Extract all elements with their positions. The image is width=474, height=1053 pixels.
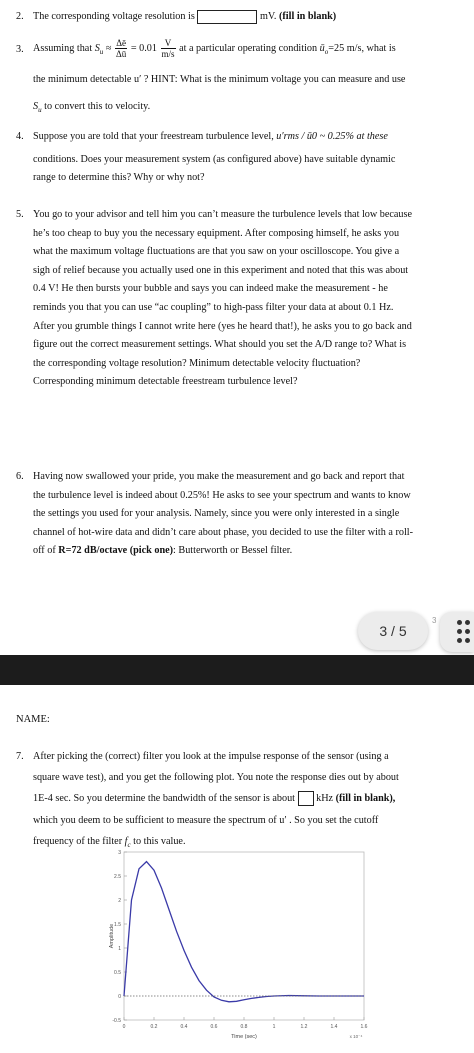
question-text: conditions. Does your measurement system (as configured above) have suitable dynamic [33, 153, 396, 165]
question-3: 3. Assuming that $S_u$ ≈ $\frac{\Delta ē}{\Delta ū}$ = 0.01 $\frac{V}{m/s}$ at a particular operating condition $ū_o=25$ m/s, what is the minimum detectable u′ ? HINT: What is the minimum voltage you can measure and use $S_u$ to convert this to velocity. [16, 36, 446, 119]
x-tick-label: 0.4 [180, 1024, 188, 1030]
question-text: 0.4 V! He then bursts your bubble and says you can indeed make the measurement - he [33, 283, 388, 295]
x-tick-label: 0.8 [240, 1024, 248, 1030]
symbol-fc: f [124, 836, 128, 848]
y-tick-label: 2.5 [114, 874, 121, 880]
question-5 [16, 206, 446, 392]
question-7: 7. After picking the (correct) filter you look at the impulse response of the sensor (using a square wave test), and you get the following plot. You note the response dies out by about 1E-4 sec. So you determine the bandwidth of the sensor is about kHz (fill in blank), which you deem to be sufficient to measure the spectrum of u′ . So you set the cutoff frequency of the filter $f_c$ to this value. [16, 748, 446, 855]
question-number: 7. [16, 751, 24, 762]
question-text: the corresponding voltage resolution? Minimum detectable velocity fluctuation? [33, 357, 361, 369]
question-text: 1E-4 sec. So you determine the bandwidth of the sensor is about [33, 793, 295, 805]
x-tick-label: 1.4 [330, 1024, 338, 1030]
x-tick-label: 0.6 [210, 1024, 218, 1030]
y-tick-label: 2 [118, 898, 121, 904]
fraction-units: $\frac{V}{m/s}$ [161, 38, 175, 60]
question-4 [16, 128, 446, 188]
question-text: off of [33, 545, 56, 557]
question-text: After picking the (correct) filter you look at the impulse response of the sensor (using a [33, 751, 389, 762]
name-label: NAME: [16, 714, 50, 725]
y-tick-label: 0 [118, 994, 121, 1000]
rolloff-spec: R=72 dB/octave (pick one) [58, 545, 174, 557]
x-tick-label: 0 [122, 1024, 126, 1030]
question-text: what the maximum voltage fluctuations are that you saw on your oscilloscope. You give a [33, 246, 400, 258]
equals-value: = 0.01 [130, 43, 157, 54]
y-tick-label: -0.5 [112, 1018, 121, 1024]
y-tick-label: 1.5 [114, 922, 121, 928]
unit-text: mV. [259, 11, 277, 22]
question-text: Suppose you are told that your freestream turbulence level, [33, 131, 274, 142]
question-6 [16, 468, 446, 561]
fraction-delta: $\frac{\Delta ē}{\Delta ū}$ [115, 38, 127, 60]
question-text: frequency of the filter [33, 836, 123, 848]
question-text: Having now swallowed your pride, you make the measurement and go back and report that [33, 471, 405, 482]
question-text: Corresponding minimum detectable freestream turbulence level? [33, 376, 298, 388]
question-number: 5. [16, 209, 24, 220]
x-axis-label: Time (sec) [231, 1034, 257, 1040]
question-text: reminds you that you can use “ac coupling” to high-pass filter your data at about 0.1 Hz. [33, 301, 394, 313]
x-tick-label: 1.6 [360, 1024, 368, 1030]
page-separator [0, 655, 474, 685]
question-text: You go to your advisor and tell him you can’t measure the turbulence levels that low because [33, 209, 413, 220]
question-number: 3. [16, 44, 24, 55]
response-line [124, 862, 364, 1002]
question-text: sigh of relief because you actually used one in this experiment and noted that this was about [33, 264, 409, 276]
symbol-sub: u [99, 48, 104, 57]
page-indicator[interactable] [358, 612, 428, 650]
answer-blank[interactable] [197, 10, 257, 24]
symbol-s: S [33, 100, 39, 112]
question-text: channel of hot-wire data and didn’t care about phase, you decided to use the filter with a roll- [33, 526, 414, 538]
question-text: to convert this to velocity. [44, 100, 151, 112]
bandwidth-blank[interactable] [298, 791, 314, 806]
unit-text: kHz [316, 793, 334, 805]
question-text: : Butterworth or Bessel filter. [173, 545, 293, 557]
symbol-ubar: ū [319, 43, 325, 54]
question-2 [16, 8, 446, 27]
question-text: range to determine this? Why or why not? [33, 172, 205, 184]
y-axis-label: Amplitude [109, 923, 115, 949]
y-tick-label: 3 [118, 850, 121, 856]
more-options-icon[interactable] [440, 612, 474, 652]
question-number: 6. [16, 471, 24, 482]
question-text: square wave test), and you get the following plot. You note the response dies out by about [33, 771, 399, 783]
question-text: The corresponding voltage resolution is [33, 11, 195, 22]
approx-sign: ≈ [105, 43, 112, 54]
impulse-response-chart [108, 848, 380, 1046]
x-axis-multiplier: x 10⁻⁴ [349, 1034, 363, 1039]
question-text: which you deem to be sufficient to measure the spectrum of u′ . So you set the cutoff [33, 814, 379, 826]
question-number: 2. [16, 11, 24, 22]
question-text: figure out the correct measurement settings. What should you set the A/D range to? What is [33, 339, 407, 351]
page-side-number: 3 [432, 616, 437, 625]
x-tick-label: 1 [272, 1024, 276, 1030]
fill-in-tag: (fill in blank) [279, 11, 337, 22]
x-tick-label: 0.2 [150, 1024, 158, 1030]
question-text: to this value. [133, 836, 186, 848]
y-tick-label: 0.5 [114, 970, 121, 976]
question-number: 4. [16, 131, 24, 142]
symbol-s: S [94, 43, 100, 54]
y-tick-label: 1 [118, 946, 121, 952]
question-text: the minimum detectable u′ ? HINT: What is the minimum voltage you can measure and use [33, 74, 406, 86]
question-text: he’s too cheap to buy you the necessary equipment. After composing himself, he asks you [33, 227, 400, 239]
question-text: the turbulence level is indeed about 0.25%! He asks to see your spectrum and wants to know [33, 489, 411, 501]
question-text: Assuming that [33, 43, 93, 54]
question-text: the settings you used for your analysis. Namely, since you were only interested in a single [33, 508, 400, 520]
x-tick-label: 1.2 [300, 1024, 308, 1030]
condition-text: =25 m/s, what is [328, 43, 396, 54]
plot-frame [124, 852, 364, 1020]
question-text: at a particular operating condition [179, 43, 318, 54]
question-text: After you grumble things I cannot write here (yes he heard that!), he asks you to go back and [33, 320, 412, 332]
fill-in-tag: (fill in blank), [335, 793, 396, 805]
page-indicator-label: 3 / 5 [379, 623, 407, 639]
turbulence-expression: u′rms / ū0 ~ 0.25% at these [276, 131, 388, 142]
